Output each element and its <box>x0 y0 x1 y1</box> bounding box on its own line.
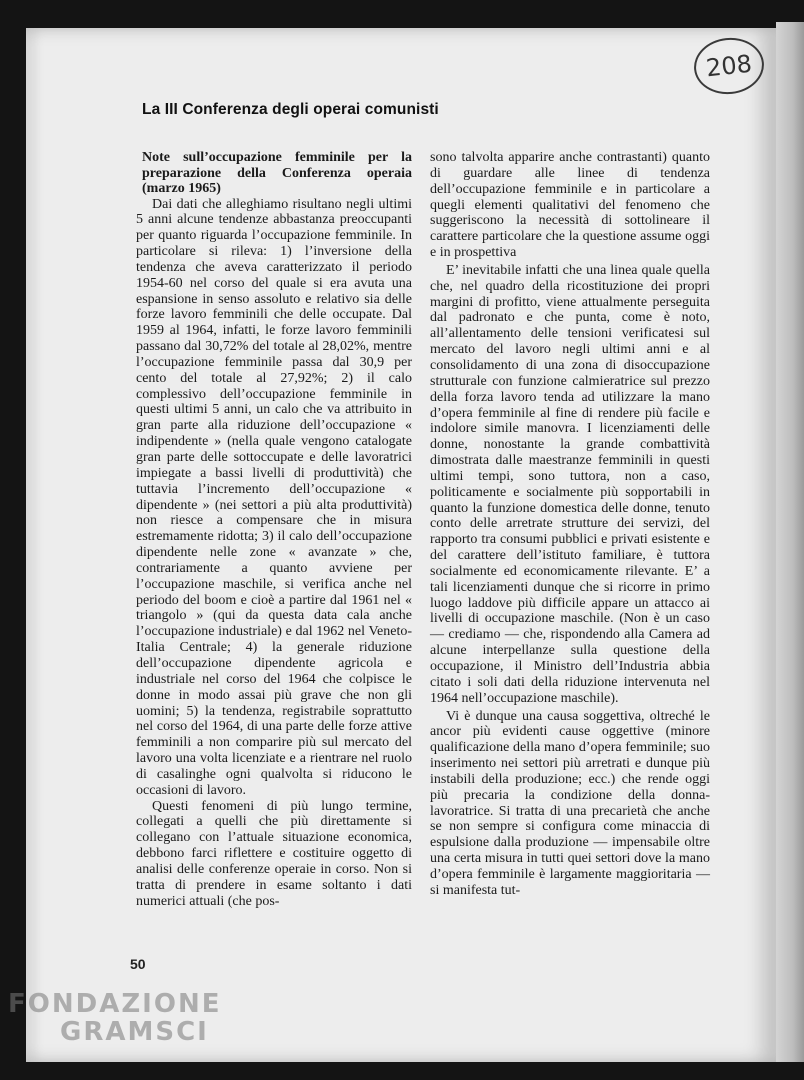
page-header: La III Conferenza degli operai comunisti <box>142 101 439 118</box>
right-column <box>430 150 710 899</box>
handwritten-page-number: 208 <box>691 34 766 97</box>
paragraph: Questi fenomeni di più lungo termine, collegati a quelli che più direttamente si collegano con l’attuale situazione economica, debbono farci riflettere e costituire oggetto di analisi delle conferenze operaie in corso. Non si tratta di prendere in esame soltanto i dati numerici attuali (che pos- <box>136 798 412 909</box>
watermark <box>8 990 221 1046</box>
paragraph: E’ inevitabile infatti che una linea quale quella che, nel quadro della ricostituzione dei propri margini di profitto, viene attualmente perseguita dal padronato e che punta, come è noto, all’allentamento delle tensioni verificatesi sul mercato del lavoro negli ultimi anni e al consolidamento di una zona di disoccupazione strutturale con funzione calmieratrice sul prezzo della forza lavoro tenda ad utilizzare la mano d’opera femminile al fine di rendere più facile e indolore simile manovra. I licenziamenti delle donne, nonostante la grande combattività dimostrata dalle maestranze femminili in questi ultimi tempi, sono tuttora, non a caso, politicamente e socialmente più sopportabili in quanto la funzione domestica delle donne, tenuto conto delle arretrate strutture dei servizi, del rapporto tra consumi pubblici e privati esistente e del carattere dell’istituto familiare, è tuttora socialmente ed economicamente rilevante. E’ a tali licenziamenti dunque che si ricorre in primo luogo laddove più difficile appare un attacco ai livelli di occupazione maschile. (Non è un caso — crediamo — che, rispondendo alla Camera ad alcune interpellanze sulla questione della occupazione, il Ministro dell’Industria abbia citato i soli dati della riduzione intervenuta nel 1964 nell’occupazione maschile). <box>430 262 710 706</box>
watermark-line2: GRAMSCI <box>60 1017 209 1047</box>
paragraph: sono talvolta apparire anche contrastanti) quanto di guardare alle linee di tendenza dell’occupazione femminile e in particolare a quegli elementi qualitativi del fenomeno che suggeriscono la necessità di sottolineare il carattere particolare che la questione assume oggi e in prospettiva <box>430 150 710 261</box>
page-number: 50 <box>130 956 146 972</box>
page-edge <box>776 22 804 1062</box>
paragraph: Dai dati che alleghiamo risultano negli ultimi 5 anni alcune tendenze abbastanza preoccupanti per quanto riguarda l’occupazione femminile. In particolare si rileva: 1) l’inversione della tendenza che aveva caratterizzato il periodo 1954-60 nel corso del quale si era avuta una espansione in senso assoluto e relativo sia delle forze lavoro femminili che delle occupate. Dal 1959 al 1964, infatti, le forze lavoro femminili passano dal 30,72% del totale al 28,02%, mentre l’occupazione femminile passa dal 30,9 per cento del totale al 27,92%; 2) il calo complessivo dell’occupazione femminile in questi ultimi 5 anni, un calo che va attribuito in gran parte alla riduzione dell’occupazione « indipendente » (nella quale vengono catalogate gran parte delle sottoccupate e delle lavoratrici impiegate a bassi livelli di produttività) che tuttavia l’incremento dell’occupazione « dipendente » (nei settori a più alta produttività) non riesce a compensare che in misura estremamente ridotta; 3) il calo dell’occupazione dipendente nelle zone « avanzate » che, contrariamente a quanto avviene per l’occupazione maschile, si verifica anche nel periodo del boom e cioè a partire dal 1961 nel « triangolo » (qui da questa data cala anche l’occupazione industriale) e dal 1962 nel Veneto-Italia Centrale; 4) la generale riduzione dell’occupazione dipendente agricola e industriale nel corso del 1964 che colpisce le donne in modo assai più grave che non gli uomini; 5) la tendenza, registrabile soprattutto nel corso del 1964, di una parte delle forze attive femminili a non comparire più sul mercato del lavoro una volta licenziate e a rientrare nel ruolo di casalinghe ogni qualvolta si riducono le occasioni di lavoro. <box>136 196 412 798</box>
paragraph: Vi è dunque una causa soggettiva, oltreché le ancor più evidenti cause oggettive (minore qualificazione della mano d’opera femminile; suo inserimento nei settori più arretrati e dunque più instabili della produzione; ecc.) che rende oggi più precaria la condizione della donna-lavoratrice. Si tratta di una precarietà che anche se non sempre si configura come minaccia di espulsione dalla produzione — impensabile oltre una certa misura in tutti quei settori dove la mano d’opera femminile è largamente maggioritaria — si manifesta tut- <box>430 708 710 898</box>
watermark-line1: FONDAZIONE <box>8 989 222 1019</box>
article-title: Note sull’occupazione femminile per la preparazione della Conferenza operaia (marzo 1965) <box>142 150 412 196</box>
left-column <box>136 150 412 909</box>
